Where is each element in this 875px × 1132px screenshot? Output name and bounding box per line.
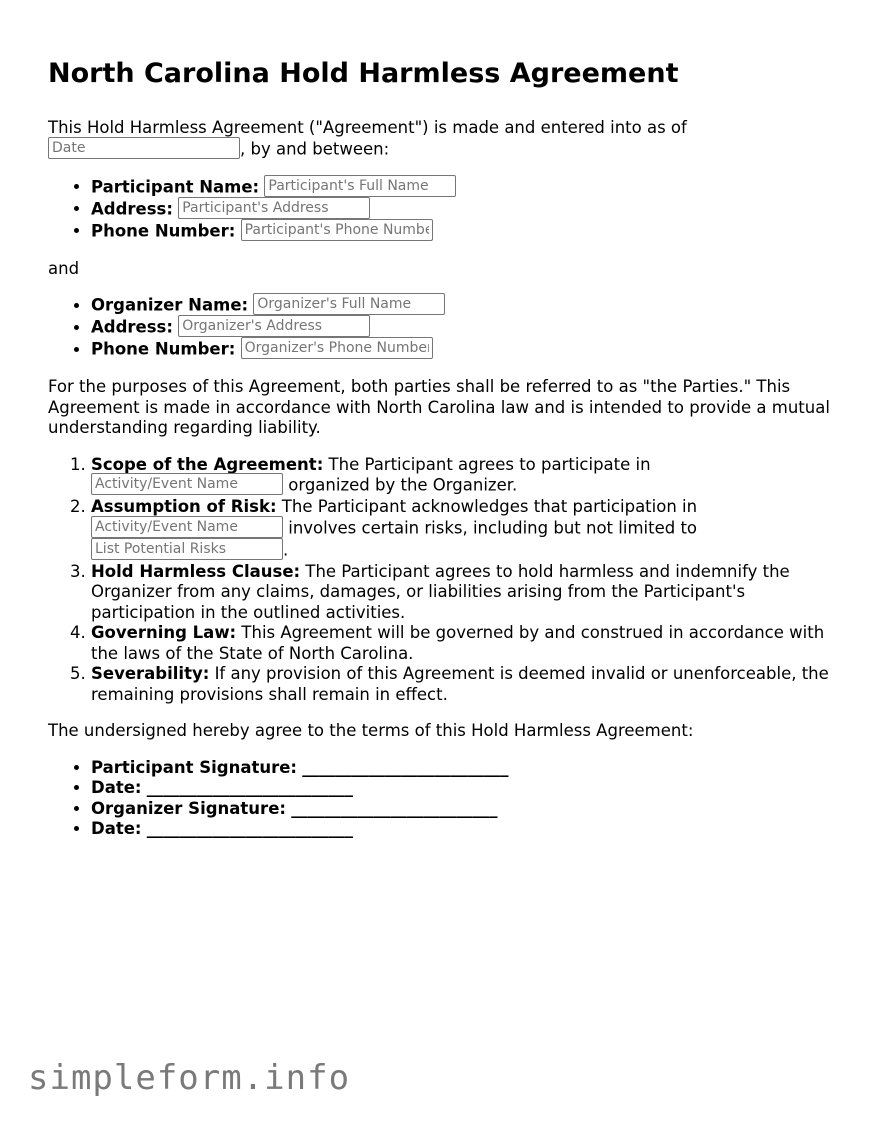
clauses-list bbox=[48, 455, 838, 706]
participant-date-label: Date: bbox=[91, 778, 142, 797]
clause-risk-text-middle: involves certain risks, including but not limited to bbox=[288, 518, 698, 537]
organizer-date-label: Date: bbox=[91, 819, 142, 838]
participant-list bbox=[48, 177, 838, 243]
intro-text-after: , by and between: bbox=[240, 139, 390, 158]
participant-phone-item bbox=[91, 221, 838, 243]
clause-severability-text: If any provision of this Agreement is deemed invalid or unenforceable, the remaining provisions shall remain in effect. bbox=[91, 664, 829, 704]
organizer-address-item bbox=[91, 317, 838, 339]
organizer-phone-item bbox=[91, 339, 838, 361]
organizer-name-input[interactable] bbox=[253, 293, 445, 315]
participant-address-item bbox=[91, 199, 838, 221]
participant-signature-label: Participant Signature: bbox=[91, 757, 298, 777]
participant-date-item bbox=[91, 778, 838, 799]
signature-list bbox=[48, 758, 838, 840]
clause-severability bbox=[91, 664, 838, 705]
organizer-address-input[interactable] bbox=[178, 315, 370, 337]
scope-activity-input[interactable] bbox=[91, 473, 283, 495]
agreement-date-input[interactable] bbox=[48, 137, 240, 159]
organizer-phone-label: Phone Number: bbox=[91, 339, 236, 359]
participant-name-item bbox=[91, 177, 838, 199]
clause-governing-law-text: This Agreement will be governed by and construed in accordance with the laws of the State of North Carolina. bbox=[91, 623, 825, 663]
organizer-phone-input[interactable] bbox=[241, 337, 433, 359]
page-title: North Carolina Hold Harmless Agreement bbox=[48, 58, 679, 89]
clause-risk bbox=[91, 497, 838, 562]
organizer-date-line: _________________________ bbox=[146, 819, 354, 838]
and-text: and bbox=[48, 258, 80, 278]
document-page bbox=[48, 54, 838, 856]
organizer-name-item bbox=[91, 295, 838, 317]
risk-activity-input[interactable] bbox=[91, 516, 283, 538]
watermark: simpleform.info bbox=[28, 1058, 351, 1098]
clause-scope bbox=[91, 455, 838, 498]
organizer-signature-item bbox=[91, 799, 838, 820]
undersigned-paragraph: The undersigned hereby agree to the terms of this Hold Harmless Agreement: bbox=[48, 721, 694, 740]
participant-phone-label: Phone Number: bbox=[91, 221, 236, 240]
participant-address-input[interactable] bbox=[178, 197, 370, 219]
clause-risk-text-after: . bbox=[283, 540, 289, 559]
intro-paragraph bbox=[48, 118, 838, 161]
clause-scope-text: The Participant agrees to participate in bbox=[328, 454, 651, 474]
organizer-signature-line: _________________________ bbox=[291, 798, 498, 818]
clause-hold-harmless bbox=[91, 562, 838, 624]
clause-hold-harmless-text: The Participant agrees to hold harmless and indemnify the Organizer from any claims, damages, or liabilities arising from the Participant's participation in the outlined activities. bbox=[91, 561, 790, 622]
participant-name-label: Participant Name: bbox=[91, 177, 260, 196]
organizer-address-label: Address: bbox=[91, 317, 173, 337]
clause-risk-label: Assumption of Risk: bbox=[91, 497, 277, 516]
organizer-name-label: Organizer Name: bbox=[91, 295, 249, 315]
participant-signature-line: _________________________ bbox=[302, 757, 509, 777]
participant-signature-item bbox=[91, 758, 838, 779]
clause-risk-text: The Participant acknowledges that participation in bbox=[281, 497, 698, 516]
organizer-list bbox=[48, 295, 838, 361]
participant-address-label: Address: bbox=[91, 199, 173, 218]
clause-scope-label: Scope of the Agreement: bbox=[91, 454, 324, 474]
organizer-signature-label: Organizer Signature: bbox=[91, 798, 286, 818]
potential-risks-input[interactable] bbox=[91, 538, 283, 560]
participant-name-input[interactable] bbox=[264, 175, 456, 197]
clause-severability-label: Severability: bbox=[91, 664, 210, 683]
intro-text: This Hold Harmless Agreement ("Agreement") is made and entered into as of bbox=[48, 118, 687, 137]
participant-date-line: _________________________ bbox=[146, 778, 354, 797]
clause-hold-harmless-label: Hold Harmless Clause: bbox=[91, 561, 301, 581]
clause-governing-law-label: Governing Law: bbox=[91, 623, 237, 642]
clause-scope-text-after: organized by the Organizer. bbox=[288, 475, 518, 495]
participant-phone-input[interactable] bbox=[241, 219, 433, 241]
purposes-paragraph: For the purposes of this Agreement, both parties shall be referred to as "the Parties." This Agreement is made in accordance with North Carolina law and is intended to provide a mutual understanding regarding liability. bbox=[48, 377, 830, 437]
clause-governing-law bbox=[91, 623, 838, 664]
organizer-date-item bbox=[91, 819, 838, 840]
